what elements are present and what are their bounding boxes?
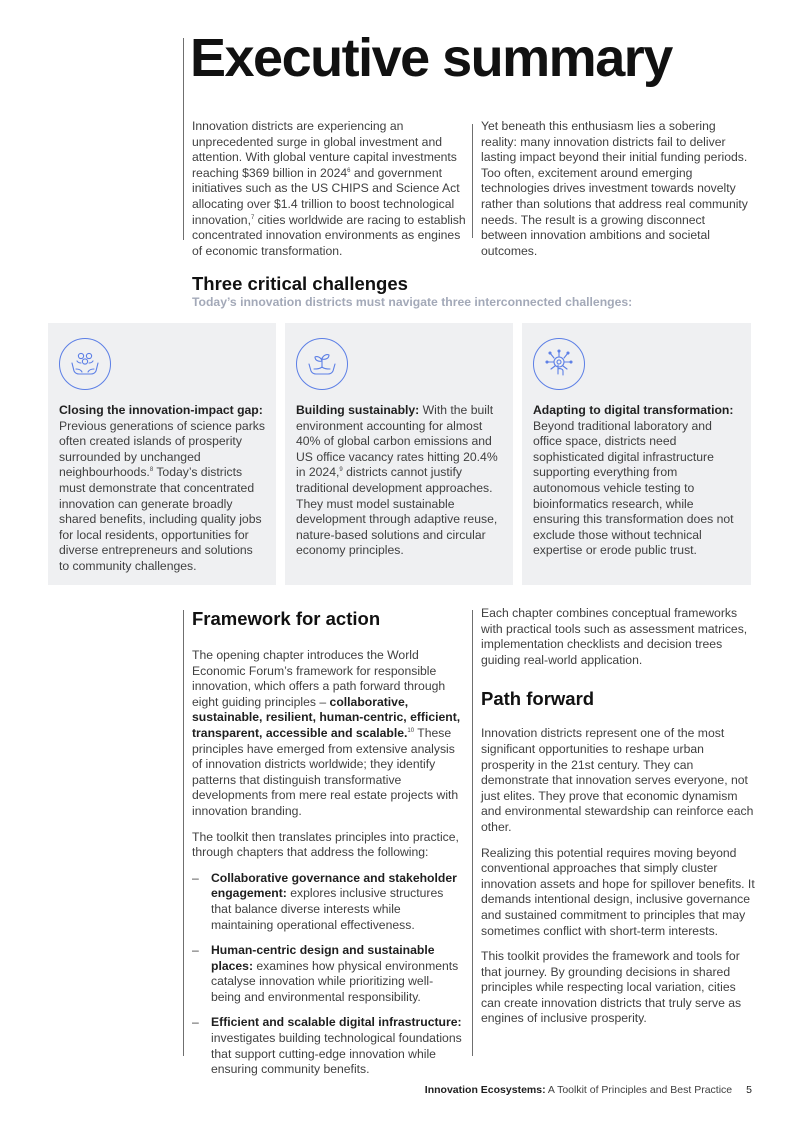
challenge-text: Building sustainably: With the built environment accounting for almost 40% of global carbon emissions and US office vacancy rates hitting 20.4% in 2024,$^9$ districts cannot justify traditional development approaches. They must model sustainable development through adaptive reuse, nature-based solutions and circular economy principles. [296,403,498,558]
challenge-card-sustainability [285,323,513,585]
challenges-title: Three critical challenges [192,273,408,294]
challenge-card-innovation-gap [48,323,276,585]
path-forward-paragraph: This toolkit provides the framework and tools for that journey. By grounding decisions in shared principles while respecting local variation, cities can create innovation districts that truly serve as engines of inclusive prosperity. [481,949,742,1026]
list-item: – Efficient and scalable digital infrastructure: investigates building technological foundations that support cutting-edge innovation while ensuring community benefits. [192,1015,462,1077]
challenges-subtitle: Today’s innovation districts must navigate three interconnected challenges: [192,295,633,309]
path-forward-column [481,606,756,1037]
intro-right-paragraph: Yet beneath this enthusiasm lies a sobering reality: many innovation districts fail to deliver lasting impact beyond their initial funding periods. Too often, excitement around emerging technologies drives investment towards novelty rather than solutions that address real community needs. The result is a growing disconnect between innovation ambitions and societal outcomes. [481,119,748,258]
chapter-summary-paragraph: Each chapter combines conceptual frameworks with practical tools such as assessment matrices, implementation checklists and decision trees guiding real-world application. [481,606,748,667]
path-forward-paragraph: Innovation districts represent one of the most significant opportunities to reshape urban prosperity in the 21st century. They can demonstrate that innovation serves everyone, not just elites. They prove that economic dynamism and environmental stewardship can reinforce each other. [481,726,754,834]
page-number: 5 [746,1084,752,1096]
intro-column-divider [472,124,473,238]
title-rule [183,38,184,240]
lower-column-divider [472,610,473,1056]
list-item: – Collaborative governance and stakeholder engagement: explores inclusive structures that balance diverse interests while maintaining operational effectiveness. [192,870,457,932]
path-forward-title: Path forward [481,688,595,710]
hands-plant-icon [296,338,348,390]
page-title: Executive summary [190,28,672,88]
page-footer: Innovation Ecosystems: A Toolkit of Principles and Best Practice 5 [424,1084,752,1096]
digital-touch-icon [533,338,585,390]
framework-rule [183,610,184,1056]
list-item: – Human-centric design and sustainable places: examines how physical environments catalyse innovation while prioritizing well-being and environmental responsibility. [192,943,459,1004]
hands-community-icon [59,338,111,390]
intro-left-paragraph: Innovation districts are experiencing an unprecedented surge in global investment and attention. With global venture capital investments reaching $369 billion in 2024$^6$ and government initiatives such as the US CHIPS and Science Act allocating over $1.4 trillion to boost technological innovation,$^7$ cities worldwide are racing to establish concentrated innovation environments as engines of economic transformation. [192,119,466,258]
framework-column [192,608,462,1088]
challenge-text: Closing the innovation-impact gap: Previous generations of science parks often created islands of prosperity surrounded by unchanged neighbourhoods.$^8$ Today’s districts must demonstrate that concentrated innovation can generate broadly shared benefits, including quality jobs for local residents, opportunities for diverse entrepreneurs and solutions to community challenges. [59,403,265,573]
framework-title: Framework for action [192,608,381,629]
challenge-text: Adapting to digital transformation: Beyond traditional laboratory and office space, districts need sophisticated digital infrastructure supporting everything from autonomous vehicle testing to bioinformatics research, while ensuring this transformation does not exclude those without technical expertise or erode public trust. [533,403,734,558]
challenge-card-digital [522,323,751,585]
framework-intro-list: The toolkit then translates principles into practice, through chapters that address the following: [192,829,459,860]
path-forward-paragraph: Realizing this potential requires moving beyond conventional approaches that simply cluster innovation assets and hope for spillover benefits. It demands intentional design, inclusive governance and sustained commitment to principles that may sometimes conflict with short-term interests. [481,845,755,938]
framework-paragraph: The opening chapter introduces the World Economic Forum’s framework for responsible innovation, which offers a path forward through eight guiding principles – collaborative, sustainable, resilient, human-centric, efficient, transparent, accessible and scalable.$^{10}$ These principles have emerged from extensive analysis of innovation districts worldwide; they identify patterns that distinguish transformative developments from mere real estate projects with innovation branding. [192,648,461,818]
